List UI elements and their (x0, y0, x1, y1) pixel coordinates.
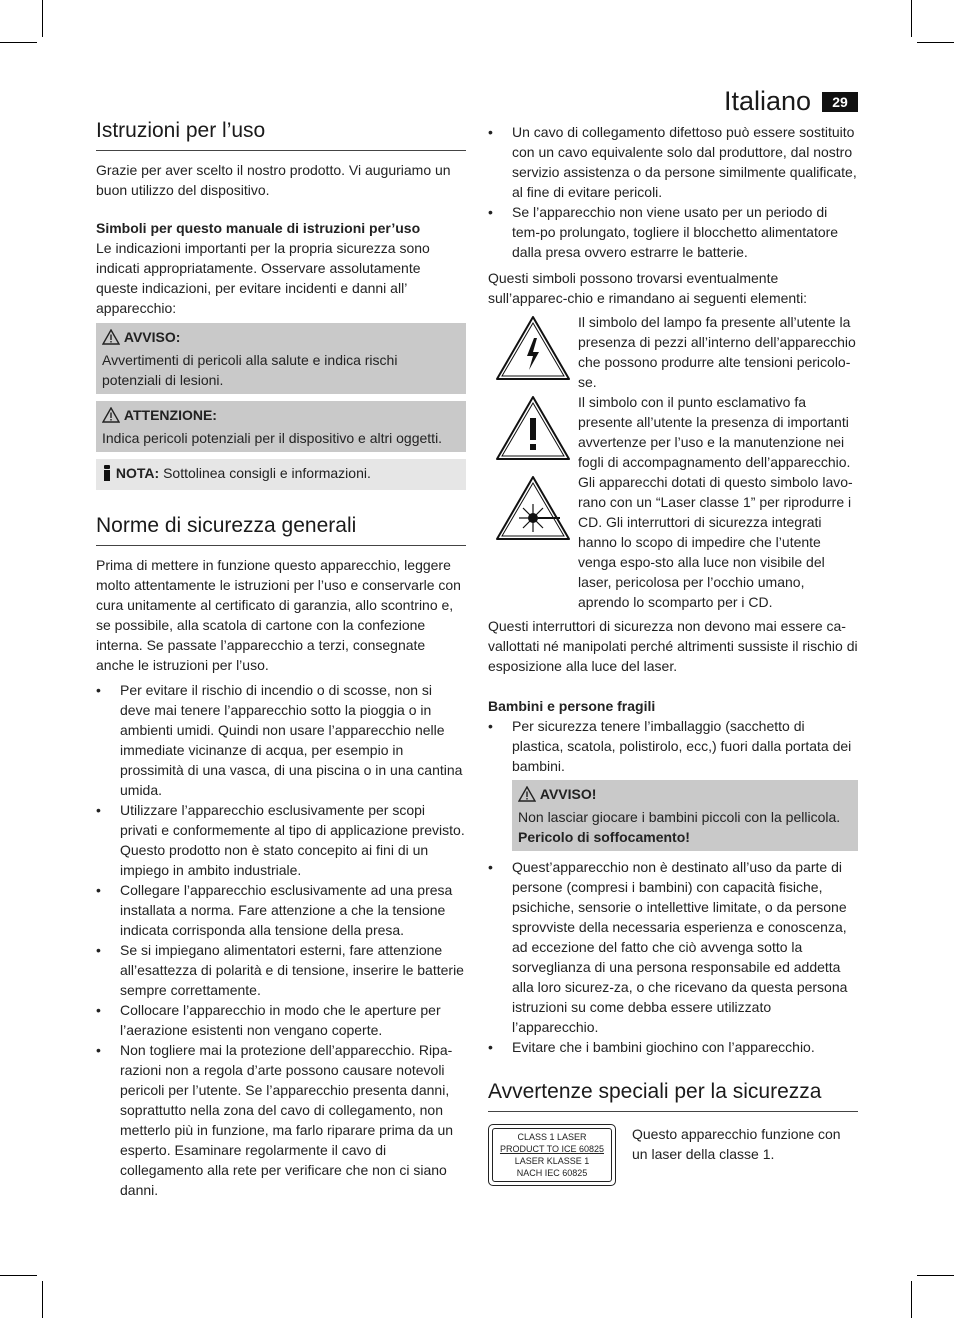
list-item: • Per sicurezza tenere l’imballaggio (sacchetto di plastica, scatola, polistirolo, ecc,) fuori dalla portata dei bambini. (488, 716, 858, 776)
lightning-warning-icon (488, 312, 578, 392)
section-heading-instructions: Istruzioni per l’uso (96, 118, 466, 151)
interrupt-paragraph: Questi interruttori di sicurezza non devono mai essere ca-vallottati né manipolati perché altrimenti sussiste il rischio di esposizione alla luce del laser. (488, 618, 858, 674)
crop-mark (917, 42, 954, 43)
list-item: • Evitare che i bambini giochino con l’apparecchio. (488, 1037, 858, 1057)
list-item: • Collegare l’apparecchio esclusivamente ad una presa installata a norma. Fare attenzione a che la tensione indicata corrisponda alla tensione della presa. (96, 880, 466, 940)
children-warning-box (512, 780, 858, 851)
symbols-paragraph: Le indicazioni importanti per la propria sicurezza sono indicati appropriatamente. Osservare assolutamente queste indicazioni, per evitare incidenti e danni all’ apparecchio: (96, 240, 430, 316)
caution-text: Indica pericoli potenziali per il dispositivo e altri oggetti. (102, 430, 443, 446)
symbol-row-lightning (488, 312, 858, 392)
children-subheading: Bambini e persone fragili (488, 698, 656, 714)
laser-class-row (488, 1124, 858, 1186)
laser-class-label-inner (492, 1128, 612, 1182)
laser-class-text: Questo apparecchio funzione con un laser della classe 1. (632, 1126, 841, 1162)
warning-triangle-icon (518, 786, 536, 807)
caution-box (96, 401, 466, 452)
warning-text: Avvertimenti di pericoli alla salute e indica rischi potenziali di lesioni. (102, 352, 398, 388)
crop-mark (0, 42, 37, 43)
laser-symbol-text: Gli apparecchi dotati di questo simbolo lavo-rano con un “Laser classe 1” per riprodurre i CD. Gli interruttori di sicurezza integrati hanno lo scopo di impedire che l’utente venga espo-sto alla luce non visibile del laser, pericolosa per l’occhio umano, aprendo lo scomparto per i CD. (578, 474, 853, 610)
note-text: Sottolinea consigli e informazioni. (163, 465, 371, 481)
crop-mark (917, 1275, 954, 1276)
page-number: 29 (822, 92, 858, 112)
warning-triangle-icon (102, 329, 120, 350)
symbols-intro-paragraph: Questi simboli possono trovarsi eventualmente sull’apparec-chio e rimandano ai seguenti elementi: (488, 270, 808, 306)
crop-mark (0, 1275, 37, 1276)
laser-label-container (488, 1124, 632, 1186)
safety-list-continued (488, 122, 858, 262)
exclamation-warning-icon (488, 392, 578, 472)
section-heading-special: Avvertenze speciali per la sicurezza (488, 1079, 858, 1112)
section-heading-safety: Norme di sicurezza generali (96, 513, 466, 546)
crop-mark (42, 0, 43, 37)
left-column (96, 118, 466, 1200)
note-box (96, 459, 466, 490)
laser-label-line: CLASS 1 LASER (517, 1132, 587, 1142)
crop-mark (911, 0, 912, 37)
laser-label-line: PRODUCT TO ICE 60825 (499, 1144, 605, 1154)
lightning-symbol-text: Il simbolo del lampo fa presente all’utente la presenza di pezzi all’interno dell’apparecchio che possono produrre alte tensioni pericolo-se. (578, 314, 856, 390)
laser-warning-icon (488, 472, 578, 612)
children-list (488, 716, 858, 776)
safety-intro-paragraph: Prima di mettere in funzione questo apparecchio, leggere molto attentamente le istruzioni per l’uso e conservarle con cura unitamente al certificato di garanzia, allo scontrino e, se possibile, alla scatola di cartone con la confezione interna. Se passate l’apparecchio a terzi, consegnate anche le istruzioni per l’uso. (96, 557, 461, 673)
intro-paragraph: Grazie per aver scelto il nostro prodotto. Vi auguriamo un buon utilizzo del dispositivo. (96, 162, 451, 198)
symbol-row-exclamation (488, 392, 858, 472)
list-item: • Un cavo di collegamento difettoso può essere sostituito con un cavo equivalente solo dal produttore, dal nostro servizio assistenza o da persone similmente qualificate, al fine di evitare pericoli. (488, 122, 858, 202)
caution-label: ATTENZIONE: (123, 407, 217, 423)
list-item: • Se l’apparecchio non viene usato per un periodo di tem-po prolungato, togliere il blocchetto alimentatore dalla presa ovvero estrarre le batterie. (488, 202, 858, 262)
warning-box (96, 323, 466, 394)
list-item: • Se si impiegano alimentatori esterni, fare attenzione all’esattezza di polarità e di tensione, inserire le batterie sempre correttamente. (96, 940, 466, 1000)
note-label: NOTA: (115, 465, 160, 481)
crop-mark (911, 1281, 912, 1318)
page-language-title: Italiano (724, 86, 812, 116)
list-item: • Per evitare il rischio di incendio o di scosse, non si deve mai tenere l’apparecchio sotto la pioggia o in ambienti umidi. Quindi non usare l’apparecchio nelle immediate vicinanze di acqua, per esempio in prossimità di una vasca, di una piscina o in una cantina umida. (96, 680, 466, 800)
info-icon (102, 465, 112, 486)
children-warning-label: AVVISO! (539, 786, 597, 802)
list-item: • Quest’apparecchio non è destinato all’uso da parte di persone (compresi i bambini) con capacità fisiche, psichiche, sensorie o intellettive limitate, o da persone sprovviste della necessaria esperienza e conoscenza, ad eccezione del fatto che ciò avvenga sotto la sorveglianza di una persona responsabile ed addetta alla loro sicurez-za, o che ricevano da questa persona istruzioni su come debba essere utilizzato l’apparecchio. (488, 857, 858, 1037)
children-warning-text: Non lasciar giocare i bambini piccoli con la pellicola. (518, 809, 841, 825)
warning-label: AVVISO: (123, 329, 181, 345)
exclamation-symbol-text: Il simbolo con il punto esclamativo fa presente all’utente la presenza di importanti avvertenze per l’uso e la manutenzione nei fogli di accompagnamento dell’apparecchio. (578, 394, 851, 470)
right-column (488, 122, 858, 1186)
list-item: • Non togliere mai la protezione dell’apparecchio. Ripa-razioni non a regola d’arte possono causare notevoli pericoli per l’utente. Se l’apparecchio presenta danni, soprattutto nella zona del cavo di collegamento, non metterlo più in funzione, ma farlo riparare prima da un esperto. Esaminare regolarmente il cavo di collegamento alla rete per verificare che non ci siano danni. (96, 1040, 466, 1200)
list-item: • Collocare l’apparecchio in modo che le aperture per l’aerazione esistenti non vengano coperte. (96, 1000, 466, 1040)
symbols-subheading: Simboli per questo manuale di istruzioni per’uso (96, 220, 421, 236)
crop-mark (42, 1281, 43, 1318)
laser-label-line: LASER KLASSE 1 (514, 1156, 590, 1166)
safety-list (96, 680, 466, 1200)
list-item: • Utilizzare l’apparecchio esclusivamente per scopi privati e conformemente al tipo di applicazione previsto. Questo prodotto non è stato concepito ai fini di un impiego in ambito industriale. (96, 800, 466, 880)
laser-label-line: NACH IEC 60825 (516, 1168, 588, 1178)
caution-triangle-icon (102, 407, 120, 428)
children-list-continued (488, 857, 858, 1057)
symbol-row-laser (488, 472, 858, 612)
suffocation-warning: Pericolo di soffocamento! (518, 829, 690, 845)
laser-class-label (488, 1124, 616, 1186)
